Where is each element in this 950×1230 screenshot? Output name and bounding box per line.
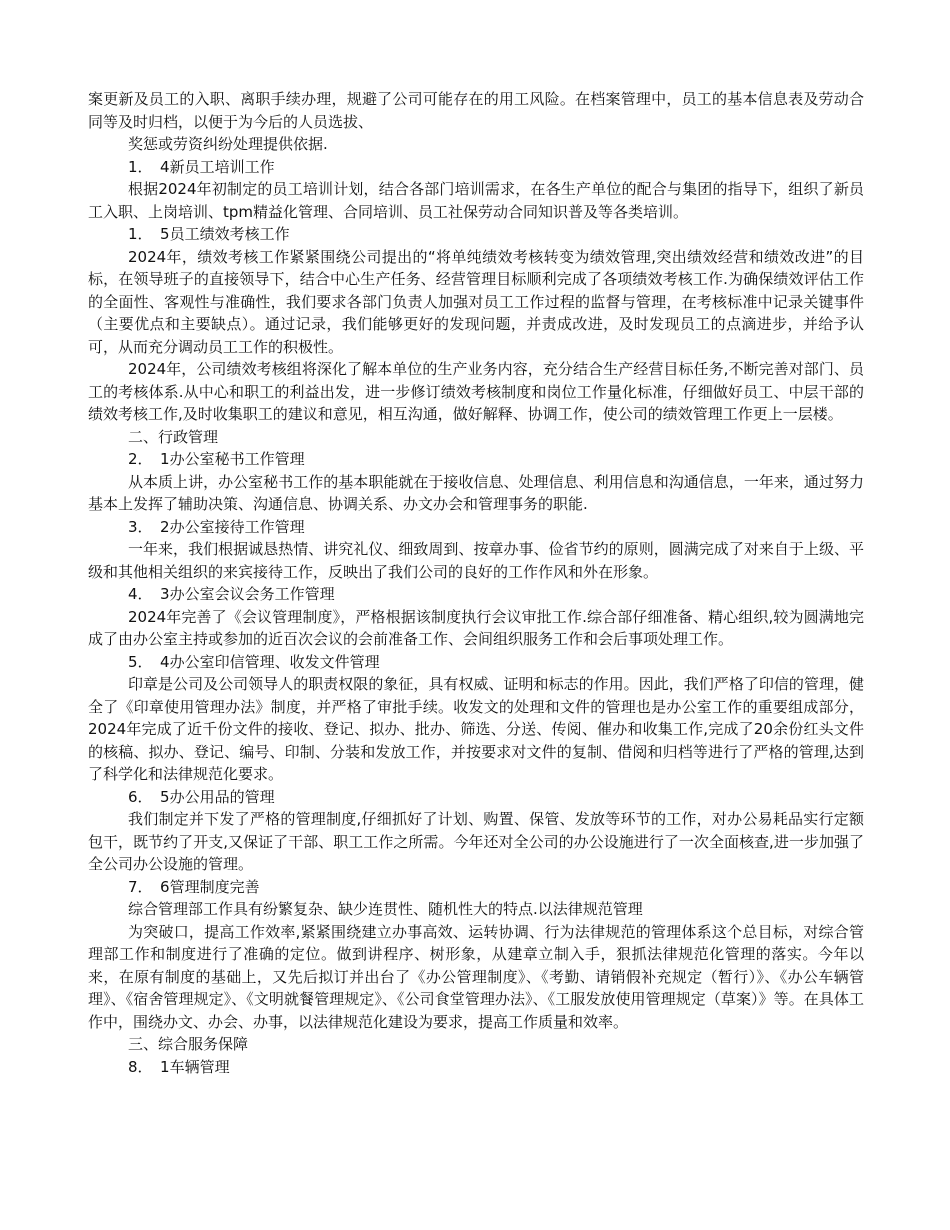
heading-meeting-management: 4． 3办公室会议会务工作管理 (128, 585, 335, 603)
heading-management-system: 7． 6管理制度完善 (128, 877, 260, 896)
paragraph-management-traits: 综合管理部工作具有纷繁复杂、缺少连贯性、随机性大的特点.以法律规范管理 (128, 900, 643, 918)
paragraph-seal-document-management: 印章是公司及公司领导人的职责权限的象征，具有权威、证明和标志的作用。因此，我们严格了印信的管理，健全了《印章使用管理办法》制度，并严格了审批手续。收发文的处理和文件的管理也是办公室工作的重要组成部分，2024年完成了近千份文件的接收、登记、拟办、批办、筛选、分送、传阅、催办和收集工作,完成了20余份红头文件的核稿、拟办、登记、编号、印制、分装和发放工作，并按要求对文件的复制、借阅和归档等进行了严格的管理,达到了科学化和法律规范化要求。 (88, 675, 864, 783)
heading-administration: 二、行政管理 (128, 427, 219, 446)
paragraph-performance-goals: 2024年，绩效考核工作紧紧围绕公司提出的“将单纯绩效考核转变为绩效管理,突出绩效经营和绩效改进”的目标，在领导班子的直接领导下，结合中心生产任务、经营管理目标顺利完成了各项绩效考核工作.为确保绩效评估工作的全面性、客观性与准确性，我们要求各部门负责人加强对员工工作过程的监督与管理，在考核标准中记录关键事件（主要优点和主要缺点）。通过记录，我们能够更好的发现问题，并责成改进，及时发现员工的点滴进步，并给予认可，从而充分调动员工工作的积极性。 (88, 247, 864, 356)
heading-secretary-work: 2． 1办公室秘书工作管理 (128, 450, 305, 468)
paragraph-performance-plan: 2024年，公司绩效考核组将深化了解本单位的生产业务内容，充分结合生产经营目标任务,不断完善对部门、员工的考核体系.从中心和职工的利益出发，进一步修订绩效考核制度和岗位工作量化标准，仔细做好员工、中层干部的绩效考核工作,及时收集职工的建议和意见，相互沟通，做好解释、协调工作，使公司的绩效管理工作更上一层楼。 (88, 360, 864, 423)
heading-office-supplies: 6． 5办公用品的管理 (128, 787, 275, 806)
heading-seal-document-management: 5． 4办公室印信管理、收发文件管理 (128, 652, 380, 671)
heading-performance-review: 1． 5员工绩效考核工作 (128, 225, 290, 243)
paragraph-reward-dispute: 奖惩或劳资纠纷处理提供依据. (128, 135, 328, 153)
paragraph-secretary-work: 从本质上讲，办公室秘书工作的基本职能就在于接收信息、处理信息、利用信息和沟通信息，一年来，通过努力基本上发挥了辅助决策、沟通信息、协调关系、办文办会和管理事务的职能. (88, 472, 864, 513)
paragraph-management-system: 为突破口，提高工作效率,紧紧围绕建立办事高效、运转协调、行为法律规范的管理体系这个总目标，对综合管理部工作和制度进行了准确的定位。做到讲程序、树形象，从建章立制入手，狠抓法律规范化管理的落实。今年以来，在原有制度的基础上，又先后拟订并出台了《办公管理制度》、《考勤、请销假补充规定（暂行）》、《办公车辆管理》、《宿舍管理规定》、《文明就餐管理规定》、《公司食堂管理办法》、《工服发放使用管理规定（草案）》等。在具体工作中，围绕办文、办会、办事，以法律规范化建设为要求，提高工作质量和效率。 (88, 922, 864, 1031)
paragraph-training-plan: 根据2024年初制定的员工培训计划，结合各部门培训需求，在各生产单位的配合与集团的指导下，组织了新员工入职、上岗培训、tpm精益化管理、合同培训、员工社保劳动合同知识普及等各类培训。 (88, 180, 864, 221)
paragraph-office-supplies: 我们制定并下发了严格的管理制度,仔细抓好了计划、购置、保管、发放等环节的工作，对办公易耗品实行定额包干，既节约了开支,又保证了干部、职工工作之所需。今年还对全公司的办公设施进行了一次全面核查,进一步加强了全公司办公设施的管理。 (88, 810, 864, 873)
heading-service-support: 三、综合服务保障 (128, 1035, 249, 1053)
paragraph-archive-continuation: 案更新及员工的入职、离职手续办理，规避了公司可能存在的用工风险。在档案管理中，员工的基本信息表及劳动合同等及时归档，以便于为今后的人员选拔、 (88, 90, 864, 131)
heading-reception-work: 3． 2办公室接待工作管理 (128, 517, 305, 536)
paragraph-reception-work: 一年来，我们根据诚恳热情、讲究礼仪、细致周到、按章办事、俭省节约的原则，圆满完成了对来自于上级、平级和其他相关组织的来宾接待工作，反映出了我们公司的良好的工作作风和外在形象。 (88, 540, 864, 581)
paragraph-meeting-management: 2024年完善了《会议管理制度》，严格根据该制度执行会议审批工作.综合部仔细准备、精心组织,较为圆满地完成了由办公室主持或参加的近百次会议的会前准备工作、会间组织服务工作和会后事项处理工作。 (88, 607, 864, 648)
heading-vehicle-management: 8． 1车辆管理 (128, 1057, 230, 1076)
heading-new-employee-training: 1． 4新员工培训工作 (128, 157, 275, 176)
